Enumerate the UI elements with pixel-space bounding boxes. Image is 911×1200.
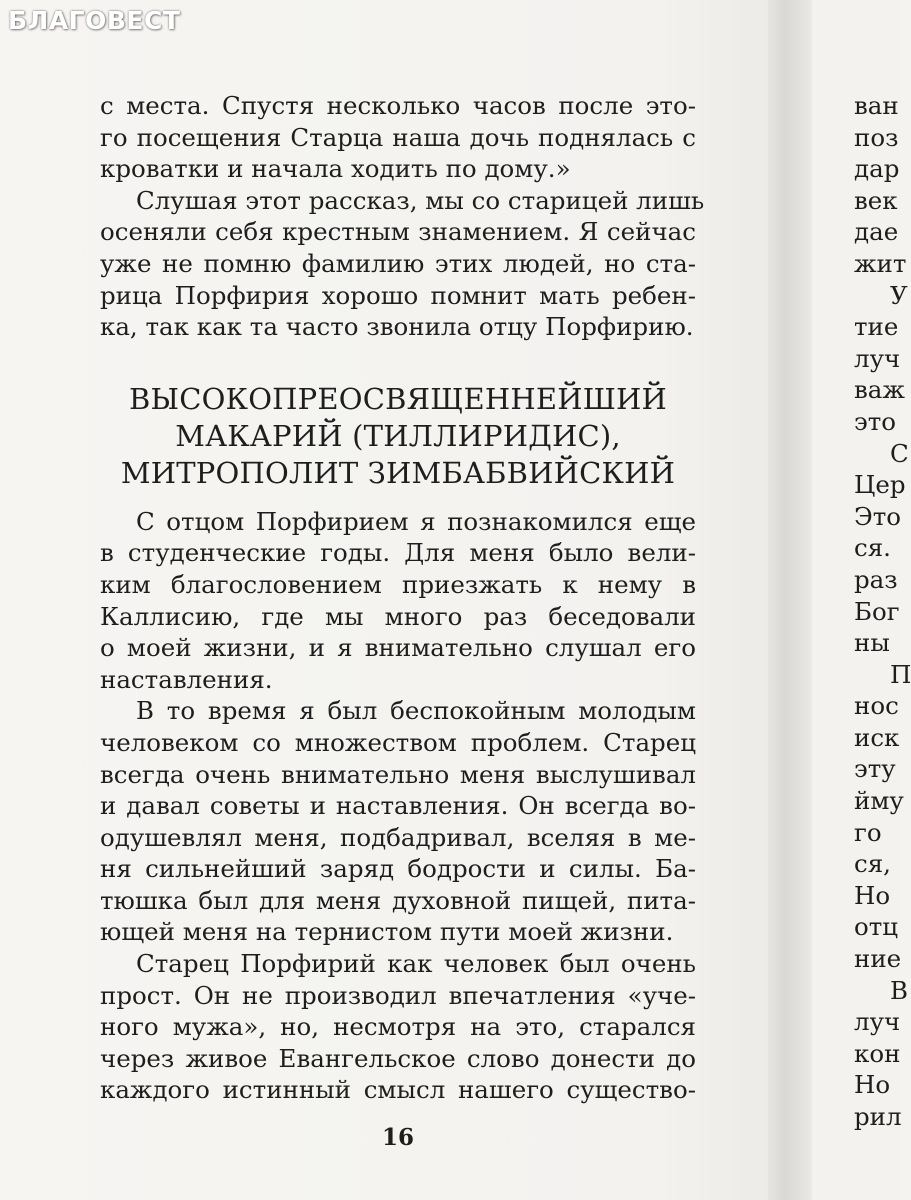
right-page-line: век — [854, 185, 898, 215]
right-page-line: нос — [854, 691, 899, 721]
heading-line: ВЫСОКОПРЕОСВЯЩЕННЕЙШИЙ — [128, 381, 668, 416]
right-page-line: иск — [854, 722, 900, 752]
text-line: с места. Спустя несколько часов после это- — [100, 91, 696, 120]
paragraph — [100, 506, 696, 696]
right-page-line: С — [890, 438, 909, 468]
right-page-line: поз — [854, 122, 899, 152]
right-page-line: ны — [854, 628, 890, 658]
right-page-line: луч — [854, 1007, 901, 1037]
text-line: Слушая этот рассказ, мы со старицей лишь — [136, 185, 705, 215]
text-line: кроватки и начала ходить по дому.» — [100, 154, 571, 184]
text-line: одушевлял меня, подбадривал, вселяя в ме- — [100, 822, 696, 852]
text-line: В то время я был беспокойным молодым — [136, 696, 696, 726]
right-page-line: ся, — [854, 849, 891, 879]
watermark-logo: БЛАГОВЕСТ — [8, 6, 181, 35]
right-page-line: го — [854, 817, 882, 847]
right-page-line: У — [890, 280, 908, 310]
text-line: уже не помню фамилию этих людей, но ста- — [100, 248, 696, 278]
right-page-line: В — [890, 975, 909, 1005]
right-page-line: ся. — [854, 533, 891, 563]
right-page-line: кон — [854, 1038, 901, 1068]
section-heading — [100, 381, 696, 492]
paragraph — [100, 185, 705, 343]
paragraph — [100, 948, 696, 1106]
book-gutter — [768, 0, 818, 1200]
text-line: и давал советы и наставления. Он всегда во- — [100, 791, 696, 821]
right-page-line: дар — [854, 154, 900, 184]
right-page-line: жит — [854, 248, 907, 278]
text-line: прост. Он не производил впечатления «уче- — [100, 980, 696, 1010]
right-page-line: это — [854, 406, 897, 436]
continuation-paragraph — [100, 90, 696, 185]
right-page-line: Это — [854, 501, 902, 531]
text-line: всегда очень внимательно меня выслушивал — [100, 759, 696, 789]
right-page-line: ван — [854, 91, 899, 120]
right-page-line: ние — [854, 944, 902, 974]
right-page-line: рил — [854, 1102, 902, 1131]
right-page-line: раз — [854, 564, 898, 594]
text-line: ющей меня на тернистом пути моей жизни. — [100, 917, 674, 947]
right-page-line: йму — [854, 786, 904, 816]
heading-line: МАКАРИЙ (ТИЛЛИРИДИС), — [175, 418, 621, 453]
text-line: Старец Порфирий как человек был очень — [136, 949, 696, 979]
text-line: о моей жизни, и я внимательно слушал его — [100, 633, 696, 663]
paragraph — [100, 695, 696, 948]
right-page-line: Бог — [854, 596, 900, 626]
text-line: ким благословением приезжать к нему в — [100, 569, 696, 599]
right-page-line: Но — [854, 880, 891, 910]
right-page-line: Но — [854, 1070, 891, 1100]
text-line: тюшка был для меня духовной пищей, пита- — [100, 885, 696, 915]
right-page-line: дае — [854, 217, 899, 247]
text-line: рица Порфирия хорошо помнит мать ребен- — [100, 280, 696, 310]
page-number: 16 — [381, 1124, 414, 1151]
right-page-line: отц — [854, 912, 899, 942]
right-page-line: луч — [854, 343, 901, 373]
heading-line: МИТРОПОЛИТ ЗИМБАБВИЙСКИЙ — [120, 455, 676, 490]
text-line: ня сильнейший заряд бодрости и силы. Ба- — [100, 854, 696, 884]
text-line: Каллисию, где мы много раз беседовали — [100, 601, 696, 631]
text-line: через живое Евангельское слово донести до — [100, 1043, 696, 1073]
text-line: в студенческие годы. Для меня было вели- — [100, 538, 696, 568]
text-line: наставления. — [100, 664, 273, 694]
right-page-line: важ — [854, 375, 905, 405]
left-page-text — [100, 90, 705, 1106]
text-line: каждого истинный смысл нашего существо- — [100, 1075, 696, 1105]
right-page-line: П — [890, 659, 911, 689]
right-page-text — [854, 90, 911, 1133]
text-line: го посещения Старца наша дочь поднялась с — [100, 122, 696, 152]
text-line: ного мужа», но, несмотря на это, старался — [100, 1012, 696, 1042]
text-line: С отцом Порфирием я познакомился еще — [136, 506, 696, 536]
text-line: человеком со множеством проблем. Старец — [100, 727, 696, 757]
right-page-line: тие — [854, 312, 899, 342]
text-line: ка, так как та часто звонила отцу Порфирию. — [100, 312, 694, 342]
text-line: осеняли себя крестным знамением. Я сейчас — [100, 217, 696, 247]
right-page-line: эту — [854, 754, 896, 784]
right-page-line: Цер — [854, 470, 906, 500]
